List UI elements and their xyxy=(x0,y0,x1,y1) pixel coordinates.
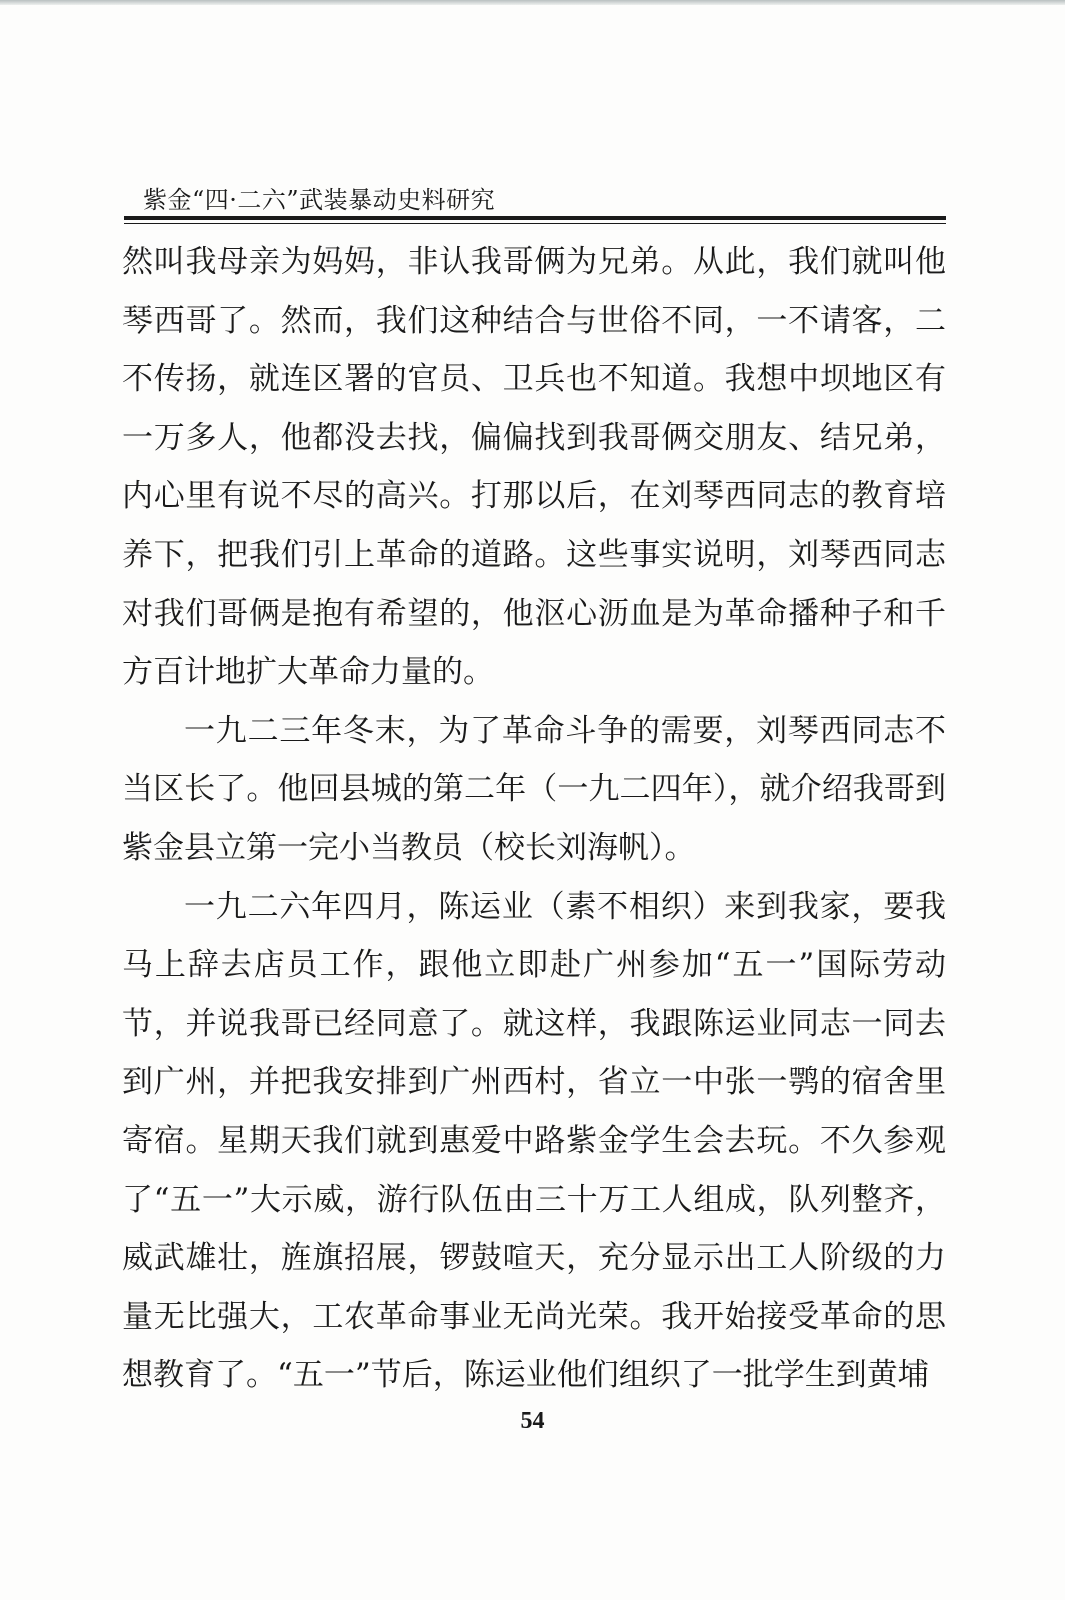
header-rule-thin xyxy=(124,223,946,224)
body-text xyxy=(122,233,946,1413)
paragraph-continued: 然叫我母亲为妈妈，非认我哥俩为兄弟。从此，我们就叫他琴西哥了。然而，我们这种结合与世俗不同，一不请客，二不传扬，就连区署的官员、卫兵也不知道。我想中坝地区有一万多人，他都没去找，偏偏找到我哥俩交朋友、结兄弟，内心里有说不尽的高兴。打那以后，在刘琴西同志的教育培养下，把我们引上革命的道路。这些事实说明，刘琴西同志对我们哥俩是抱有希望的，他沤心沥血是为革命播种子和千方百计地扩大革命力量的。 xyxy=(122,244,946,691)
running-header-title: 紫金“四·二六”武装暴动史料研究 xyxy=(143,186,496,214)
page-number: 54 xyxy=(520,1408,545,1434)
paragraph: 一九二三年冬末，为了革命斗争的需要，刘琴西同志不当区长了。他回县城的第二年（一九二四年），就介绍我哥到紫金县立第一完小当教员（校长刘海帆）。 xyxy=(122,712,946,866)
header-rule-thick xyxy=(124,216,946,220)
page-top-edge xyxy=(0,0,1065,5)
paragraph: 一九二六年四月，陈运业（素不相织）来到我家，要我马上辞去店员工作，跟他立即赴广州参加“五一”国际劳动节，并说我哥已经同意了。就这样，我跟陈运业同志一同去到广州，并把我安排到广州西村，省立一中张一鹗的宿舍里寄宿。星期天我们就到惠爱中路紫金学生会去玩。不久参观了“五一”大示威，游行队伍由三十万工人组成，队列整齐，威武雄壮，旌旗招展，锣鼓喧天，充分显示出工人阶级的力量无比强大，工农革命事业无尚光荣。我开始接受革命的思想教育了。“五一”节后，陈运业他们组织了一批学生到黄埔 xyxy=(122,888,946,1394)
